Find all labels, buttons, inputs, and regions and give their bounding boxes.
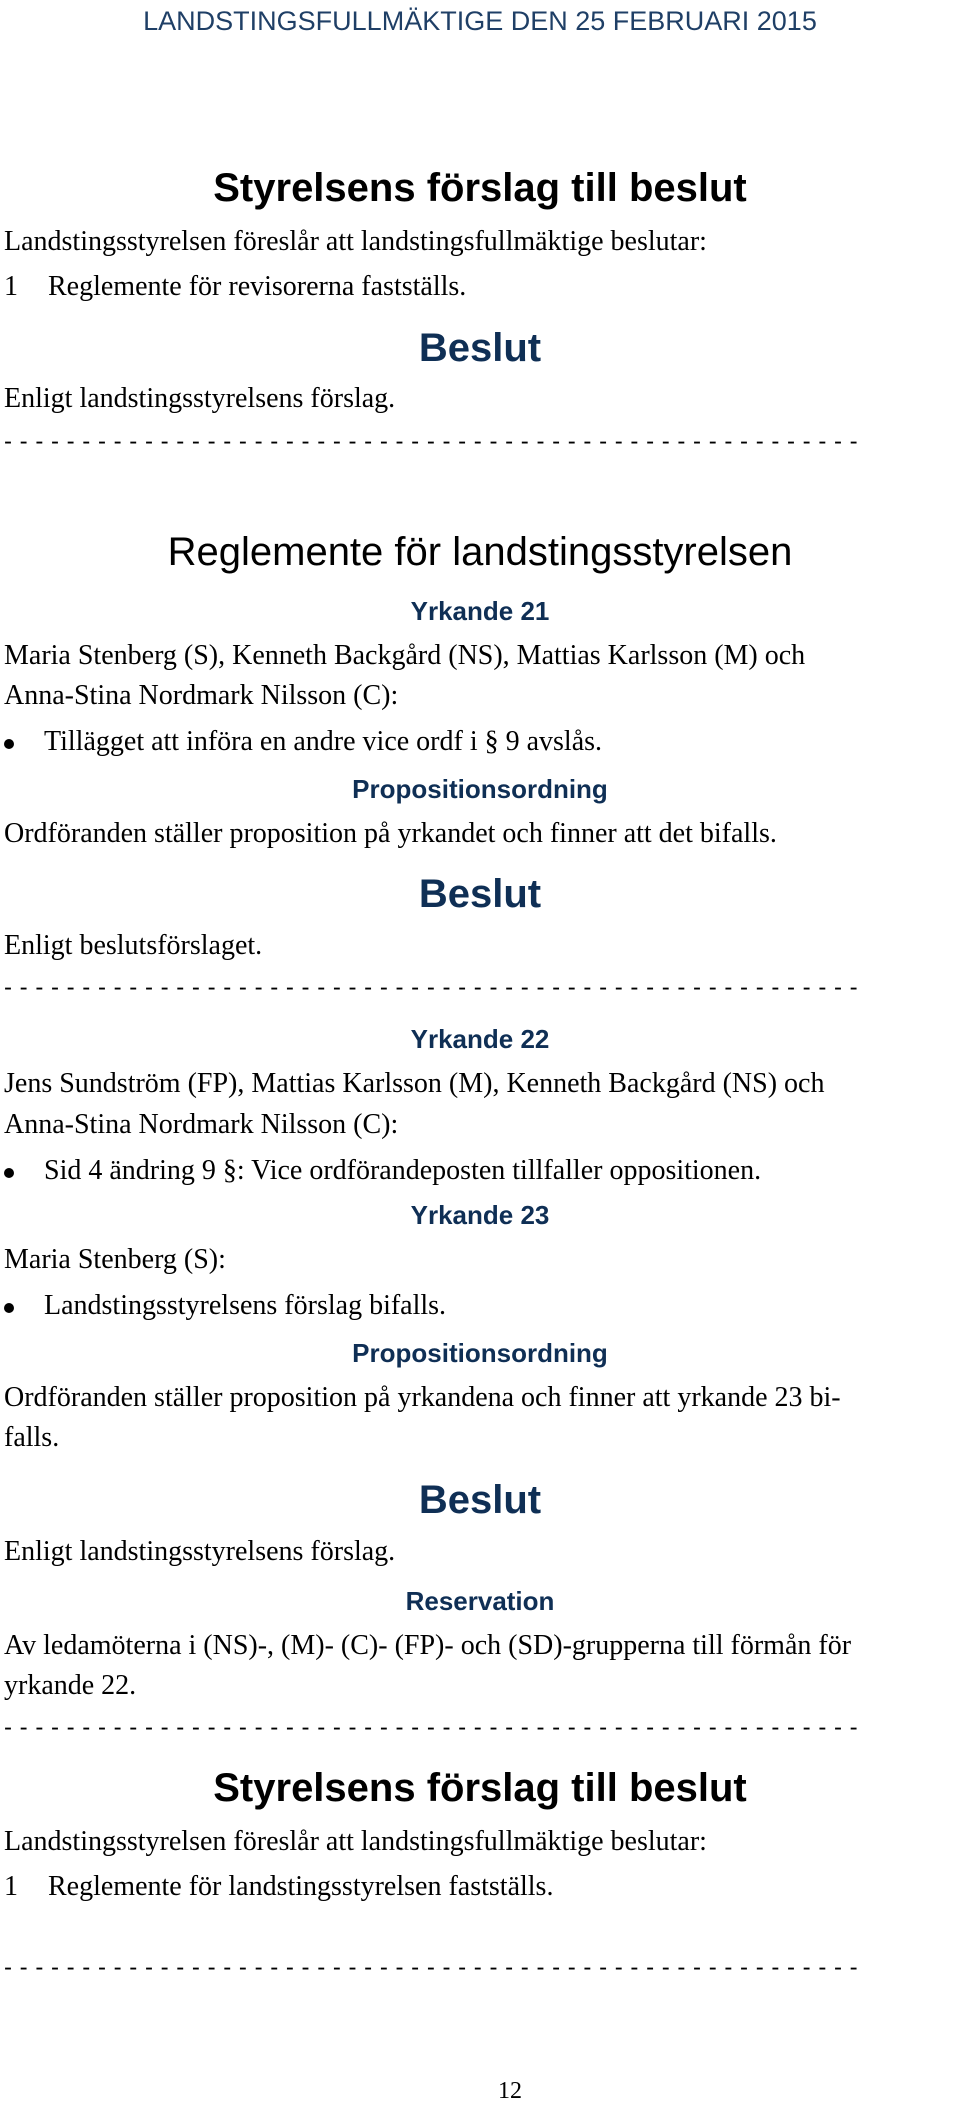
motion-heading: Yrkande 21 [410, 596, 550, 626]
reservation-text: Av ledamöterna i (NS)-, (M)- (C)- (FP)- och (SD)-grupperna till förmån för [4, 1630, 852, 1661]
decision-heading: Beslut [418, 326, 542, 370]
decision-text: Enligt landstingsstyrelsens förslag. [4, 383, 396, 414]
reservation-text: yrkande 22. [4, 1670, 137, 1701]
dashed-separator: - - - - - - - - - - - - - - - - - - - - - - - - - - - - - - - - - - - - - - - - - - - - - - - - - - - - - - - [4, 1714, 859, 1741]
motion-heading: Yrkande 23 [410, 1200, 550, 1230]
item-text: Reglemente för revisorerna fastställs. [48, 271, 467, 302]
dashed-separator: - - - - - - - - - - - - - - - - - - - - - - - - - - - - - - - - - - - - - - - - - - - - - - - - - - - - - - - [4, 1954, 859, 1981]
motion-names: Anna-Stina Nordmark Nilsson (C): [4, 680, 399, 711]
bullet-item [4, 726, 904, 760]
numbered-item [4, 271, 466, 303]
motion-names: Maria Stenberg (S): [4, 1244, 226, 1275]
numbered-item [4, 1871, 553, 1903]
bullet-text: Landstingsstyrelsens förslag bifalls. [44, 1290, 447, 1321]
bullet-text: Tillägget att införa en andre vice ordf i [44, 726, 478, 757]
page-number: 12 [498, 2078, 522, 2104]
bullet-item [4, 1290, 904, 1324]
running-header: LANDSTINGSFULLMÄKTIGE DEN 25 FEBRUARI 2015 [143, 6, 817, 36]
section-title: Styrelsens förslag till beslut [213, 1766, 747, 1810]
proposition-text: falls. [4, 1422, 60, 1453]
proposition-heading: Propositionsordning [352, 774, 608, 804]
section-sign-icon: § [484, 726, 499, 757]
bullet-icon [4, 1303, 14, 1313]
proposal-intro: Landstingsstyrelsen föreslår att landstingsfullmäktige beslutar: [4, 1826, 707, 1857]
section-title: Styrelsens förslag till beslut [213, 166, 747, 210]
decision-heading: Beslut [418, 872, 542, 916]
dashed-separator: - - - - - - - - - - - - - - - - - - - - - - - - - - - - - - - - - - - - - - - - - - - - - - - - - - - - - - - [4, 974, 859, 1001]
proposition-heading: Propositionsordning [352, 1338, 608, 1368]
bullet-item [4, 1155, 904, 1189]
reservation-heading: Reservation [405, 1586, 555, 1616]
item-number: 1 [4, 1871, 18, 1902]
proposal-intro: Landstingsstyrelsen föreslår att landstingsfullmäktige beslutar: [4, 226, 707, 257]
motion-names: Jens Sundström (FP), Mattias Karlsson (M), Kenneth Backgård (NS) och [4, 1068, 825, 1099]
bullet-text-tail: : Vice ordförandeposten tillfaller oppositionen. [236, 1155, 762, 1186]
bullet-text-tail: 9 avslås. [505, 726, 603, 757]
section-title: Reglemente för landstingsstyrelsen [167, 530, 793, 574]
decision-text: Enligt beslutsförslaget. [4, 930, 263, 961]
motion-names: Anna-Stina Nordmark Nilsson (C): [4, 1109, 399, 1140]
motion-names: Maria Stenberg (S), Kenneth Backgård (NS), Mattias Karlsson (M) och [4, 640, 806, 671]
decision-text: Enligt landstingsstyrelsens förslag. [4, 1536, 396, 1567]
section-sign-icon: § [222, 1155, 237, 1186]
bullet-text: Sid 4 ändring 9 [44, 1155, 216, 1186]
motion-heading: Yrkande 22 [410, 1024, 550, 1054]
bullet-icon [4, 739, 14, 749]
dashed-separator: - - - - - - - - - - - - - - - - - - - - - - - - - - - - - - - - - - - - - - - - - - - - - - - - - - - - - - - [4, 428, 859, 455]
bullet-icon [4, 1168, 14, 1178]
proposition-text: Ordföranden ställer proposition på yrkandet och finner att det bifalls. [4, 818, 777, 849]
decision-heading: Beslut [418, 1478, 542, 1522]
proposition-text: Ordföranden ställer proposition på yrkandena och finner att yrkande 23 bi- [4, 1382, 841, 1413]
item-number: 1 [4, 271, 18, 302]
item-text: Reglemente för landstingsstyrelsen fastställs. [48, 1871, 554, 1902]
